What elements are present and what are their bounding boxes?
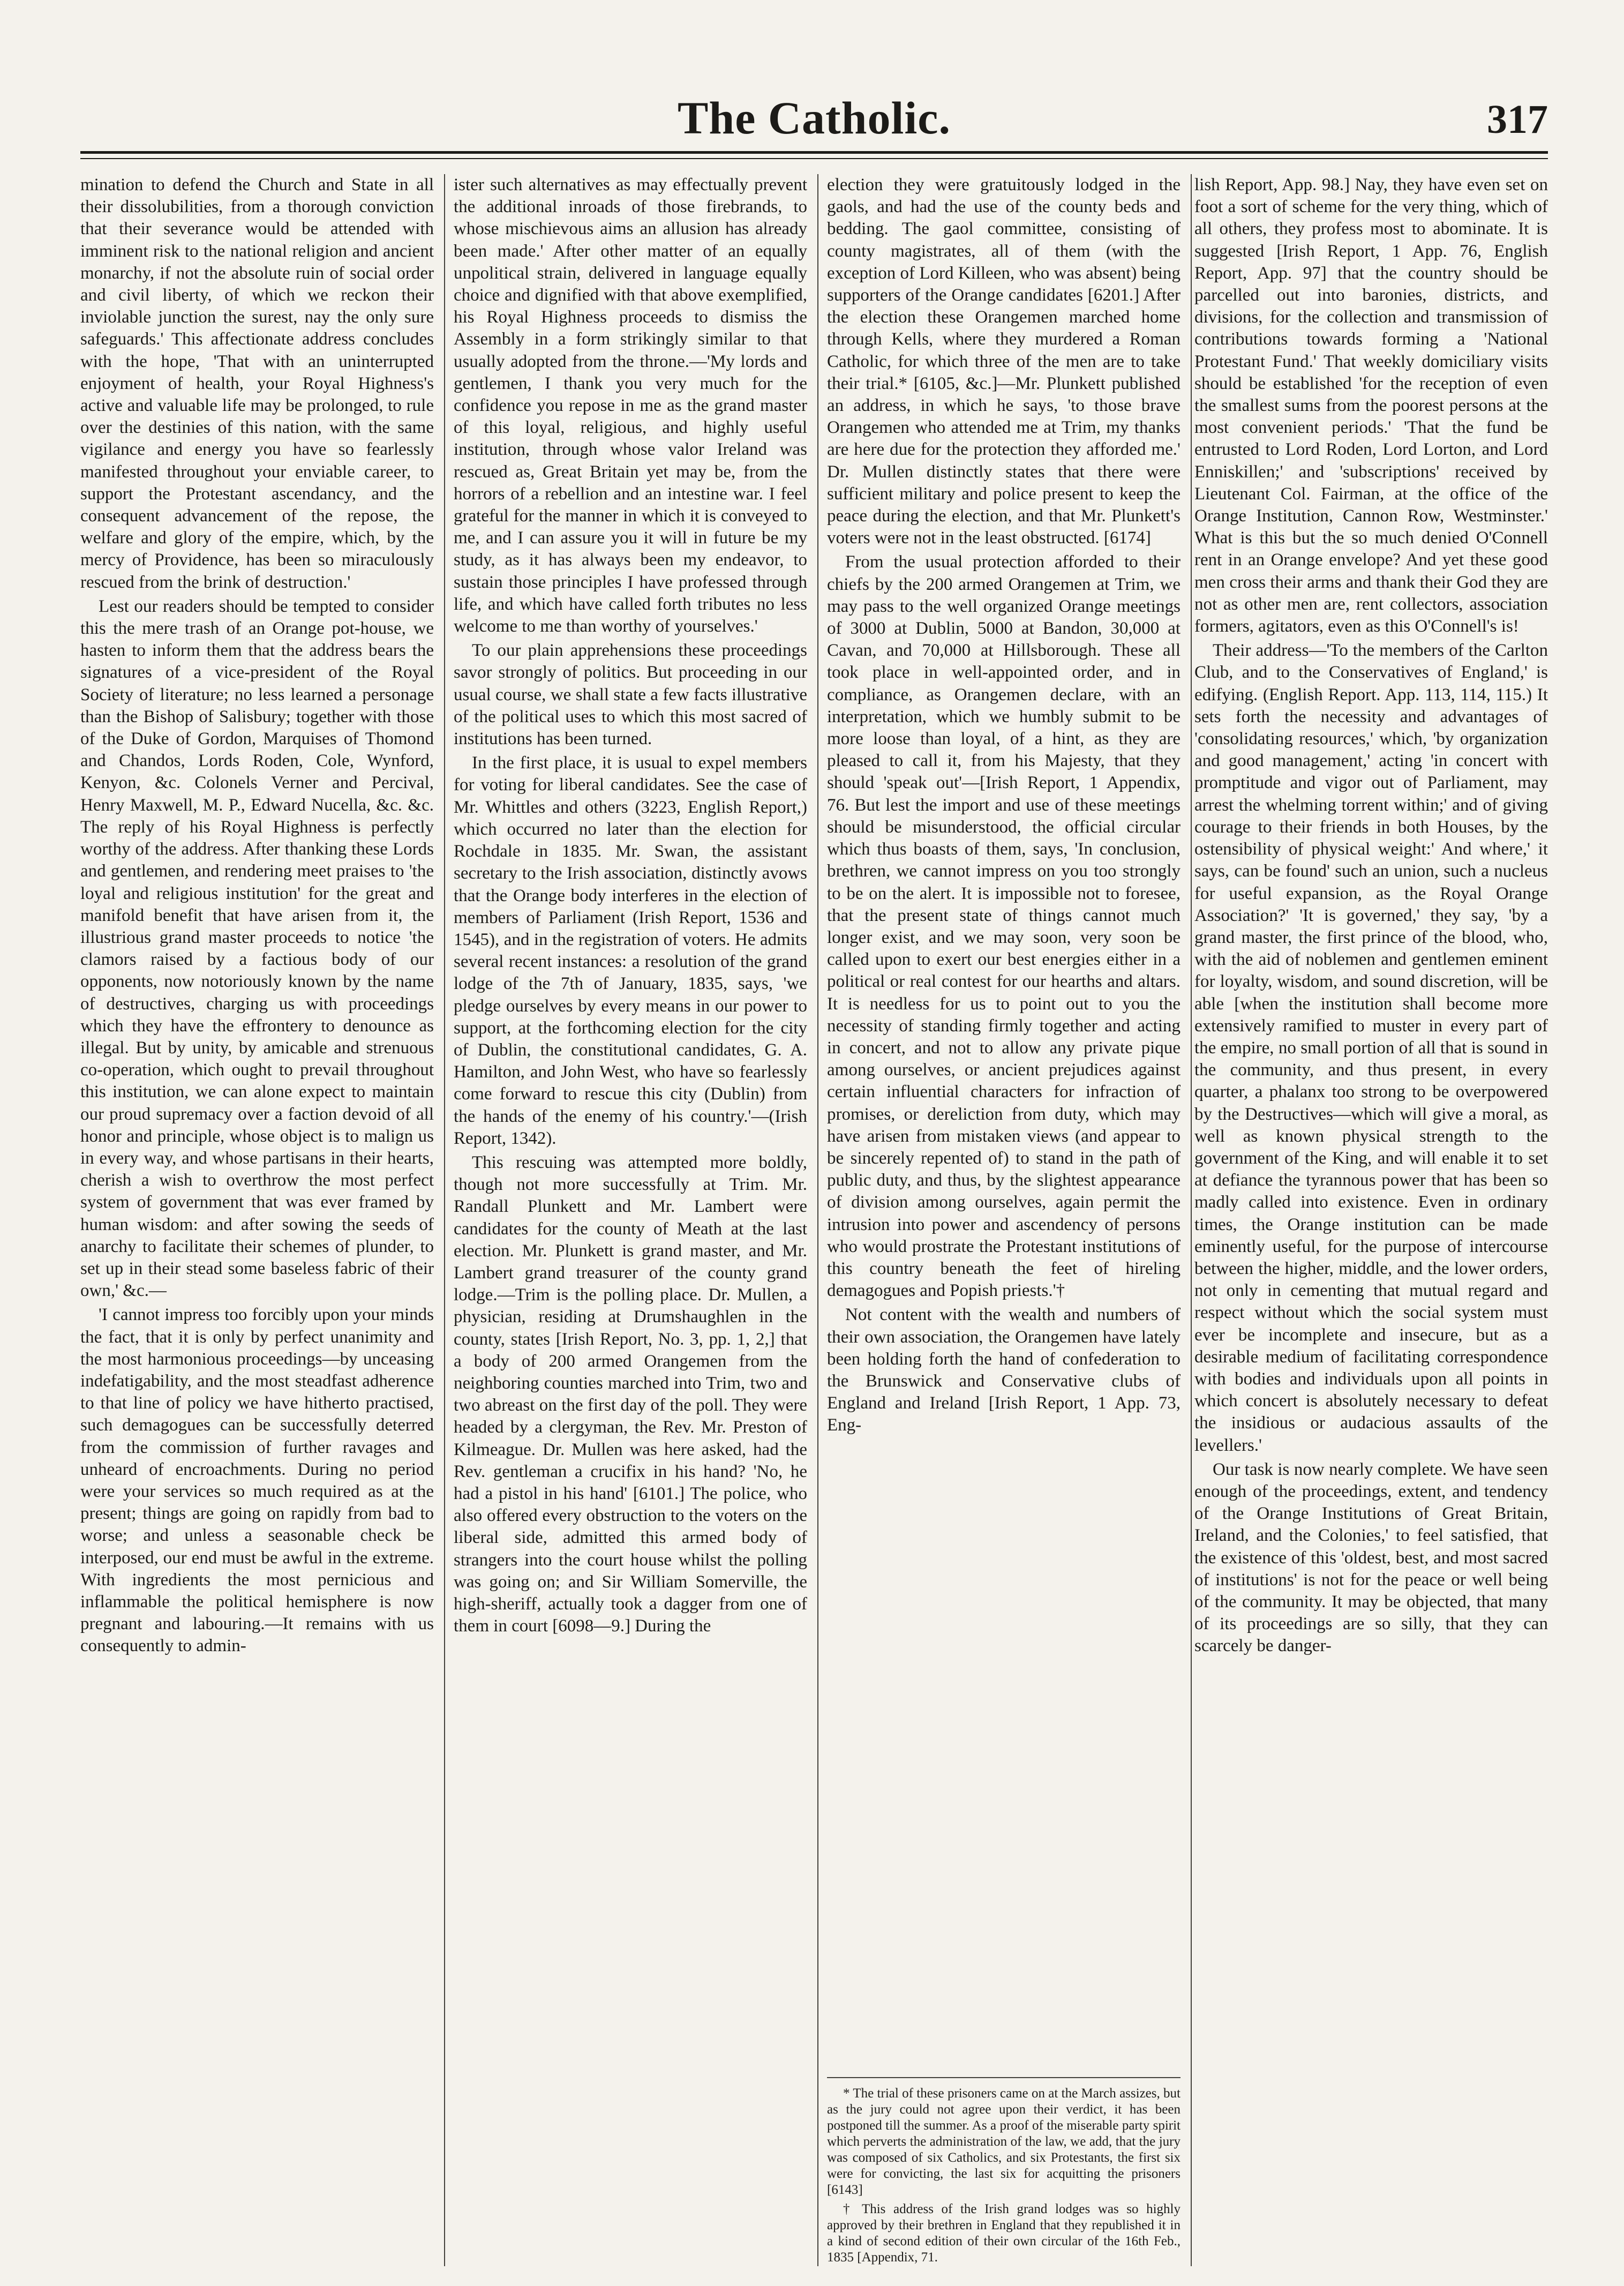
page-number: 317: [1487, 97, 1548, 142]
paragraph: Not content with the wealth and numbers of their own association, the Orangemen have lately been holding forth the hand of confederation to the Brunswick and Conservative clubs of England and Ireland [Irish Report, 1 App. 73, Eng-: [827, 1305, 1181, 1435]
paragraph: Their address—'To the members of the Carlton Club, and to the Conservatives of England,' is edifying. (English Report. App. 113, 114, 115.) It sets forth the necessity and advantages of 'consolidating resources,' which, 'by organization and good management,' acting 'in concert with promptitude and vigor out of Parliament, may arrest the whelming torrent within;' and of giving courage to their friends in both Houses, by the ostensibility of physical weight:' And where,' it says, can be found' such an union, such a nucleus for useful expansion, as the Royal Orange Association?' 'It is governed,' they say, 'by a grand master, the first prince of the blood, who, with the aid of noblemen and gentlemen eminent for loyalty, wisdom, and sound discretion, will be able [when the institution shall become more extensively ramified to muster in every part of the empire, no small portion of all that is sound in the community, and thus present, in every quarter, a phalanx too strong to be overpowered by the Destructives—which will give a moral, as well as known physical strength to the government of the King, and will enable it to set at defiance the tyrannous power that has been so madly called into existence. Even in ordinary times, the Orange institution can be made eminently useful, for the purpose of intercourse between the higher, middle, and the lower orders, not only in cementing that mutual regard and respect without which the social system must ever be incomplete and insecure, but as a desirable medium of facilitating correspondence with bodies and individuals upon all points in which concert is absolutely necessary to defeat the insidious or audacious assaults of the levellers.': [1194, 641, 1548, 1455]
column-divider: [444, 174, 445, 2266]
paragraph: This rescuing was attempted more boldly, though not more successfully at Trim. Mr. Randall Plunkett and Mr. Lambert were candidates for the county of Meath at the last election. Mr. Plunkett is grand master, and Mr. Lambert grand treasurer of the county grand lodge.—Trim is the polling place. Dr. Mullen, a physician, residing at Drumshaughlen in the county, states [Irish Report, No. 3, pp. 1, 2,] that a body of 200 armed Orangemen from the neighboring counties marched into Trim, two and two abreast on the first day of the poll. They were headed by a clergyman, the Rev. Mr. Preston of Kilmeague. Dr. Mullen was here asked, had the Rev. gentleman a crucifix in his hand? 'No, he had a pistol in his hand' [6101.] The police, who also offered every obstruction to the voters on the liberal side, admitted this armed body of strangers into the court house whilst the polling was going on; and Sir William Somerville, the high-sheriff, actually took a dagger from one of them in court [6098—9.] During the: [454, 1152, 807, 1636]
column-divider: [1191, 174, 1192, 2266]
paragraph: lish Report, App. 98.] Nay, they have even set on foot a sort of scheme for the very thing, which of all others, they profess most to abominate. It is suggested [Irish Report, 1 App. 76, English Report, App. 97] that the country should be parcelled out into baronies, districts, and divisions, for the collection and transmission of contributions towards forming a 'National Protestant Fund.' That weekly domiciliary visits should be established 'for the reception of even the smallest sums from the poorest persons at the most convenient periods.' 'That the fund be entrusted to Lord Roden, Lord Lorton, and Lord Enniskillen;' and 'subscriptions' received by Lieutenant Col. Fairman, at the office of the Orange Institution, Cannon Row, Westminster.' What is this but the so much denied O'Connell rent in an Orange envelope? And yet these good men cross their arms and thank their God they are not as other men are, rent collectors, association formers, agitators, even as this O'Connell's is!: [1194, 175, 1548, 636]
page-title: The Catholic.: [678, 92, 951, 144]
paragraph: From the usual protection afforded to their chiefs by the 200 armed Orangemen at Trim, we may pass to the well organized Orange meetings of 3000 at Dublin, 5000 at Bandon, 30,000 at Cavan, and 70,000 at Hillsborough. These all took place in well-appointed order, and in compliance, as Orangemen declare, with an interpretation, which we humbly submit to be more loose than loyal, of a hint, as they are pleased to call it, from his Majesty, that they should 'speak out'—[Irish Report, 1 Appendix, 76. But lest the import and use of these meetings should be misunderstood, the official circular which thus boasts of them, says, 'In conclusion, brethren, we cannot impress on you too strongly to be on the alert. It is impossible not to foresee, that the present state of things cannot much longer exist, and we may soon, very soon be called upon to exert our best energies either in a political or real contest for our hearths and altars. It is needless for us to point out to you the necessity of standing firmly together and acting in concert, and not to allow any private pique among ourselves, or ancient prejudices against certain influential characters for infraction of promises, or dereliction from duty, which may have arisen from mistaken views (and appear to be sincerely repented of) to stand in the path of public duty, and thus, by the slightest appearance of division among ourselves, again permit the intrusion into power and ascendency of persons who would prostrate the Protestant institutions of this country beneath the feet of hireling demagogues and Popish priests.'†: [827, 552, 1181, 1301]
paragraph: election they were gratuitously lodged in the gaols, and had the use of the county beds and bedding. The gaol committee, consisting of county magistrates, all of them (with the exception of Lord Killeen, who was absent) being supporters of the Orange candidates [6201.] After the election these Orangemen marched home through Kells, where they murdered a Roman Catholic, for which three of the men are to take their trial.* [6105, &c.]—Mr. Plunkett published an address, in which he says, 'to those brave Orangemen who attended me at Trim, my thanks are here due for the protection they afforded me.' Dr. Mullen distinctly states that there were sufficient military and police present to keep the peace during the election, and that Mr. Plunkett's voters were not in the least obstructed. [6174]: [827, 175, 1181, 548]
footnote: * The trial of these prisoners came on at the March assizes, but as the jury could not agree upon their verdict, it has been postponed till the summer. As a proof of the miserable party spirit which perverts the administration of the law, we add, that the jury was composed of six Catholics, and six Protestants, the first six were for convicting, the last six for acquitting the prisoners [6143]: [827, 2086, 1181, 2197]
paragraph: In the first place, it is usual to expel members for voting for liberal candidates. See the case of Mr. Whittles and others (3223, English Report,) which occurred no later than the election for Rochdale in 1835. Mr. Swan, the assistant secretary to the Irish association, distinctly avows that the Orange body interferes in the election of members of Parliament (Irish Report, 1536 and 1545), and in the registration of voters. He admits several recent instances: a resolution of the grand lodge of the 7th of January, 1835, says, 'we pledge ourselves by every means in our power to support, at the forthcoming election for the city of Dublin, the constitutional candidates, G. A. Hamilton, and John West, who have so fearlessly come forward to rescue this city (Dublin) from the hands of the enemy of his country.'—(Irish Report, 1342).: [454, 753, 807, 1148]
column-3: [827, 174, 1181, 2269]
footnotes: [827, 2077, 1181, 2269]
paragraph: Lest our readers should be tempted to consider this the mere trash of an Orange pot-house, we hasten to inform them that the address bears the signatures of a vice-president of the Royal Society of literature; no less learned a personage than the Bishop of Salisbury; together with those of the Duke of Gordon, Marquises of Thomond and Chandos, Lords Roden, Cole, Wynford, Kenyon, &c. Colonels Verner and Percival, Henry Maxwell, M. P., Edward Nucella, &c. &c. The reply of his Royal Highness is perfectly worthy of the address. After thanking these Lords and gentlemen, and rendering meet praises to 'the loyal and religious institution' for the great and manifold benefit that have arisen from it, the illustrious grand master proceeds to notice 'the clamors raised by a factious body of our opponents, now notoriously known by the name of destructives, charging us with proceedings which they have the effrontery to denounce as illegal. But by unity, by amicable and strenuous co-operation, which ought to prevail throughout this institution, we can alone expect to maintain our proud supremacy over a faction devoid of all honor and principle, whose object is to malign us in every way, and whose partisans in their hearts, cherish a wish to overthrow the most perfect system of government that was ever framed by human wisdom: and after sowing the seeds of anarchy to facilitate their schemes of plunder, to set up in their stead some baseless fabric of their own,' &c.—: [80, 596, 434, 1301]
column-2: [454, 174, 807, 2269]
header-rule-thin: [80, 158, 1548, 159]
paragraph: 'I cannot impress too forcibly upon your minds the fact, that it is only by perfect unanimity and the most harmonious proceedings—by unceasing indefatigability, and the most steadfast adherence to that line of policy we have hitherto practised, such demagogues can be successfully deterred from the commission of further ravages and unheard of encroachments. During no period were your services so much required as at the present; things are going on rapidly from bad to worse; and unless a seasonable check be interposed, our end must be awful in the extreme. With ingredients the most pernicious and inflammable the political hemisphere is now pregnant and labouring.—It remains with us consequently to admin-: [80, 1305, 434, 1656]
column-4: [1194, 174, 1548, 2269]
page-header: [80, 80, 1548, 161]
footnote: † This address of the Irish grand lodges was so highly approved by their brethren in England that they republished it in a kind of second edition of their own circular of the 16th Feb., 1835 [Appendix, 71.: [827, 2202, 1181, 2265]
paragraph: Our task is now nearly complete. We have seen enough of the proceedings, extent, and tendency of the Orange Institutions of Great Britain, Ireland, and the Colonies,' to feel satisfied, that the existence of this 'oldest, best, and most sacred of institutions' is not for the peace or well being of the community. It may be objected, that many of its proceedings are so silly, that they can scarcely be danger-: [1194, 1459, 1548, 1656]
header-rule-thick: [80, 151, 1548, 154]
column-1: [80, 174, 434, 2269]
text-columns: [80, 174, 1548, 2269]
paragraph: ister such alternatives as may effectually prevent the additional inroads of those firebrands, to whose mischievous aims an allusion has already been made.' After other matter of an equally unpolitical strain, delivered in language equally choice and dignified with that above exemplified, his Royal Highness proceeds to dismiss the Assembly in a form strikingly similar to that usually adopted from the throne.—'My lords and gentlemen, I thank you very much for the confidence you repose in me as the grand master of this loyal, religious, and highly useful institution, through whose valor Ireland was rescued as, Great Britain yet may be, from the horrors of a rebellion and an intestine war. I feel grateful for the manner in which it is conveyed to me, and I can assure you it will in future be my study, as it has always been my endeavor, to sustain those principles I have professed through life, and which have called forth tributes no less welcome to me than worthy of yourselves.': [454, 175, 807, 636]
column-divider: [817, 174, 818, 2266]
paragraph: mination to defend the Church and State in all their dissolubilities, from a thorough conviction that their severance would be attended with imminent risk to the national religion and ancient monarchy, if not the absolute ruin of social order and civil liberty, of which we reckon their inviolable junction the surest, nay the only sure safeguards.' This affectionate address concludes with the hope, 'That with an uninterrupted enjoyment of health, your Royal Highness's active and valuable life may be prolonged, to rule over the destinies of this nation, with the same vigilance and energy you have so fearlessly manifested throughout your enviable career, to support the Protestant ascendancy, and the consequent advancement of the repose, the welfare and glory of the empire, which, by the mercy of Providence, has been so miraculously rescued from the brink of destruction.': [80, 175, 434, 592]
paragraph: To our plain apprehensions these proceedings savor strongly of politics. But proceeding in our usual course, we shall state a few facts illustrative of the political uses to which this most sacred of institutions has been turned.: [454, 641, 807, 749]
